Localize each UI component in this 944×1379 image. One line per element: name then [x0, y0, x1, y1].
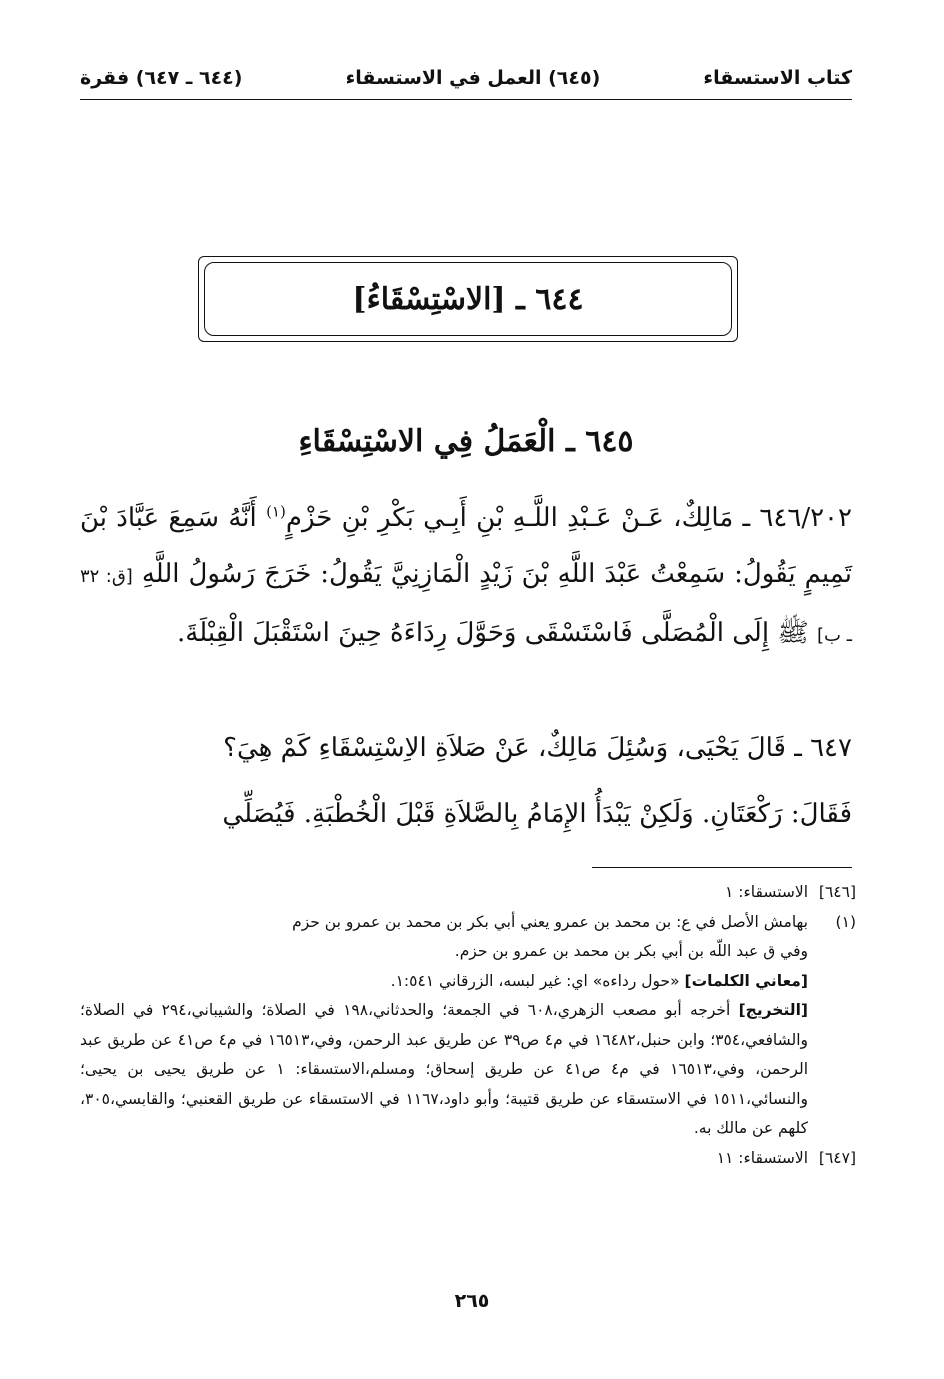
footnote-marker-1: (١): [266, 502, 286, 521]
footnote-1-text: بهامش الأصل في ع: بن محمد بن عمرو يعني أبي بكر بن محمد بن عمرو بن حزم: [292, 912, 808, 931]
footnote-separator: [592, 867, 852, 868]
paragraph-647: [80, 720, 852, 842]
footnote-ref-647-text: الاستسقاء: ١١: [716, 1148, 808, 1167]
footnote-ref-646-number: [٦٤٦]: [818, 883, 856, 901]
paragraph-646-isnad: ٦٤٦/٢٠٢ ـ مَالِكٌ، عَـنْ عَـبْدِ اللَّـهِ بْنِ أَبِـي بَكْرِ بْنِ حَزْمٍ: [285, 503, 852, 533]
takhrij-text: أخرجه أبو مصعب الزهري،٦٠٨ في الجمعة؛ والحدثاني،١٩٨ في الصلاة؛ والشيباني،٢٩٤ في الصلاة؛ والشافعي،٣٥٤؛ وابن حنبل،١٦٤٨٢ في م٤ ص٣٩ عن طريق عبد الرحمن، وفي،١٦٥١٣ في م٤ ص٤١ عن طريق عبد الرحمن، وفي،١٦٥١٣ في م٤ ص٤١ عن طريق إسحاق؛ ومسلم،الاستسقاء: ١ عن طريق يحيى بن يحيى؛ والنسائي،١٥١١ في الاستسقاء عن طريق قتيبة؛ وأبو داود،١١٦٧ في الاستسقاء عن طريق القعنبي؛ والقابسي،٣٠٥، كلهم عن مالك به.: [80, 1001, 809, 1137]
footnote-ref-647: [80, 1144, 856, 1174]
footnote-1: [80, 908, 856, 938]
footnote-1-continuation: وفي ق عبد اللّه بن أبي بكر بن محمد بن عمرو بن حزم.: [454, 942, 808, 960]
takhrij-note: [80, 996, 856, 1144]
takhrij-label: [التخريج]: [738, 1001, 808, 1019]
header-rule: [80, 99, 852, 100]
running-header: [80, 62, 852, 94]
word-meanings-text: «حول رداءه» اي: غير لبسه، الزرقاني ١:٥٤١.: [390, 971, 680, 990]
footnote-1-number: (١): [835, 912, 856, 931]
header-chapter-title: (٦٤٥) العمل في الاستسقاء: [345, 67, 601, 89]
book-title: ٦٤٤ ـ [الاسْتِسْقَاءُ]: [204, 262, 732, 336]
chapter-heading: ٦٤٥ ـ الْعَمَلُ فِي الاسْتِسْقَاءِ: [298, 424, 634, 459]
footnote-ref-646: [80, 878, 856, 908]
manuscript-reference: [ق: ٣٢ ـ ب]: [80, 566, 852, 646]
footnote-ref-646-text: الاستسقاء: ١: [725, 883, 808, 901]
word-meanings-label: [معاني الكلمات]: [684, 971, 808, 990]
paragraph-647-answer: فَقَالَ: رَكْعَتَانِ. وَلَكِنْ يَبْدَأُ الإِمَامُ بِالصَّلاَةِ قَبْلَ الْخُطْبَةِ. فَيُصَلِّي: [222, 799, 852, 829]
paragraph-646-text-end: ﷺ إِلَى الْمُصَلَّى فَاسْتَسْقَى وَحَوَّلَ رِدَاءَهُ حِينَ اسْتَقْبَلَ الْقِبْلَةَ.: [177, 618, 809, 648]
paragraph-646: [80, 490, 852, 664]
header-book-title: كتاب الاستسقاء: [703, 67, 852, 89]
paragraph-647-question: ٦٤٧ ـ قَالَ يَحْيَى، وَسُئِلَ مَالِكٌ، عَنْ صَلاَةِ الاِسْتِسْقَاءِ كَمْ هِيَ؟: [223, 733, 852, 763]
page-number: ٢٦٥: [454, 1290, 490, 1312]
header-paragraph-range: (٦٤٤ ـ ٦٤٧) فقرة: [80, 67, 243, 89]
footnote-ref-647-number: [٦٤٧]: [818, 1148, 856, 1167]
word-meanings-note: [80, 967, 856, 997]
paragraph-646-text: أَنَّهُ سَمِعَ عَبَّادَ بْنَ تَمِيمٍ يَقُولُ: سَمِعْتُ عَبْدَ اللَّهِ بْنَ زَيْدٍ الْمَازِنِيَّ يَقُولُ: خَرَجَ رَسُولُ اللَّهِ: [80, 503, 853, 589]
footnotes: [80, 878, 856, 1173]
book-title-frame: [198, 256, 738, 342]
